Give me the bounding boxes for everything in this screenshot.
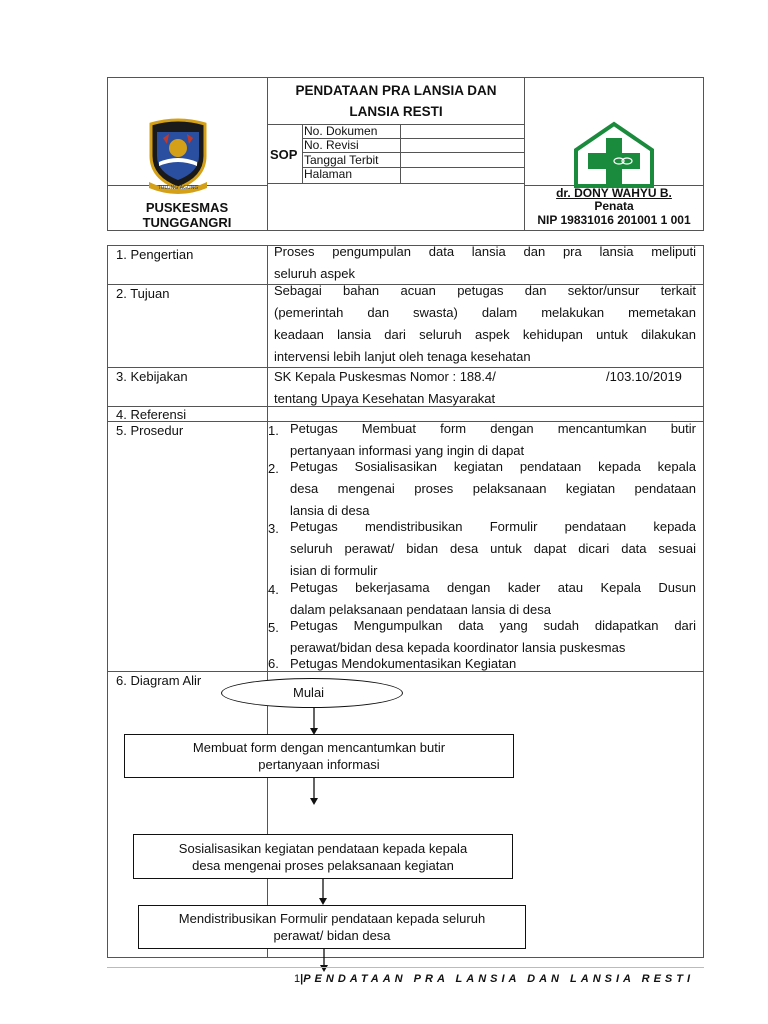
- step-line: seluruh perawat/ bidan desa untuk dapat dicari data sesuai: [290, 541, 696, 556]
- tujuan-text: [274, 280, 696, 368]
- step-number: 1.: [268, 423, 279, 438]
- field-tanggal-terbit: Tanggal Terbit: [304, 153, 379, 167]
- signer-rank: Penata: [594, 199, 634, 213]
- arrow-box1-to-box2: [300, 777, 330, 807]
- tujuan-line: keadaan lansia dari seluruh aspek kehidupan untuk dilakukan: [274, 327, 696, 342]
- document-title-line2: LANSIA RESTI: [349, 104, 443, 119]
- step-line: Petugas bekerjasama dengan kader atau Kepala Dusun: [290, 580, 696, 595]
- flow-box-sosialisasi: [133, 834, 513, 879]
- table-right-border: [703, 245, 704, 958]
- step-2-text: [290, 456, 696, 522]
- step-line: isian di formulir: [290, 563, 378, 578]
- step-line: Petugas Sosialisasikan kegiatan pendataan kepada kepala: [290, 459, 696, 474]
- signer-nip: NIP 19831016 201001 1 001: [537, 213, 691, 227]
- sop-bottom-border: [267, 183, 524, 184]
- table-left-border: [107, 245, 108, 958]
- header-divider-left: [267, 77, 268, 231]
- step-number: 3.: [268, 521, 279, 536]
- step-3-text: [290, 516, 696, 582]
- step-6-text: Petugas Mendokumentasikan Kegiatan: [290, 656, 517, 671]
- header-left-border: [107, 77, 108, 231]
- pengertian-text: [274, 241, 696, 285]
- label-prosedur: 5. Prosedur: [116, 423, 184, 438]
- arrow-start-to-box1: [300, 706, 330, 736]
- signer-name: dr. DONY WAHYU B.: [556, 186, 672, 200]
- sop-col-line-2: [400, 124, 401, 184]
- logo-ribbon-text: TULUNG AGUNG: [157, 185, 199, 191]
- step-line: Petugas Mengumpulkan data yang sudah didapatkan dari: [290, 618, 696, 633]
- tujuan-line: (pemerintah dan swasta) dalam melakukan memetakan: [274, 305, 696, 320]
- footer-rule: [107, 967, 704, 968]
- pengertian-line: Proses pengumpulan data lansia dan pra lansia meliputi: [274, 244, 696, 259]
- flow-box-distribusi-line1: Mendistribusikan Formulir pendataan kepada seluruh: [178, 911, 486, 926]
- flow-box-buat-form: [124, 734, 514, 778]
- row-border-kebijakan: [107, 406, 704, 407]
- step-number: 6.: [268, 656, 279, 671]
- org-name-line1: PUSKESMAS: [145, 200, 229, 215]
- step-line: perawat/bidan desa kepada koordinator lansia puskesmas: [290, 640, 626, 655]
- step-number: 2.: [268, 461, 279, 476]
- pengertian-line: seluruh aspek: [274, 266, 355, 281]
- header-top-border: [107, 77, 704, 78]
- label-pengertian: 1. Pengertian: [116, 247, 194, 262]
- step-line: pertanyaan informasi yang ingin di dapat: [290, 443, 525, 458]
- step-5-text: [290, 615, 696, 659]
- document-title-line1: PENDATAAN PRA LANSIA DAN: [295, 83, 497, 98]
- table-bottom-border: [107, 957, 704, 958]
- step-line: dalam pelaksanaan pendataan lansia di desa: [290, 602, 551, 617]
- puskesmas-logo: [572, 120, 656, 190]
- sop-label: SOP: [270, 147, 298, 162]
- org-name-line2: TUNGGANGRI: [142, 215, 232, 230]
- regency-crest-logo: [145, 118, 211, 194]
- label-diagram-alir: 6. Diagram Alir: [116, 673, 202, 688]
- tujuan-line: Sebagai bahan acuan petugas dan sektor/unsur terkait: [274, 283, 696, 298]
- tujuan-line: intervensi lebih lanjut oleh tenaga kesehatan: [274, 349, 531, 364]
- row-border-prosedur: [107, 671, 704, 672]
- flow-box-sosialisasi-line2: desa mengenai proses pelaksanaan kegiatan: [192, 857, 454, 873]
- step-line: Petugas mendistribusikan Formulir pendataan kepada: [290, 519, 696, 534]
- step-line: desa mengenai proses pelaksanaan kegiatan pendataan: [290, 481, 696, 496]
- sop-col-line-1: [302, 124, 303, 184]
- step-line: Petugas Membuat form dengan mencantumkan butir: [290, 421, 696, 436]
- flow-box-distribusi-line2: perawat/ bidan desa: [273, 928, 391, 943]
- flow-box-buat-form-line1: Membuat form dengan mencantumkan butir: [192, 740, 446, 755]
- arrow-box2-to-box3: [309, 878, 339, 908]
- footer-page-number: 1: [294, 973, 301, 985]
- flow-box-buat-form-line2: pertanyaan informasi: [258, 757, 380, 772]
- label-kebijakan: 3. Kebijakan: [116, 369, 188, 384]
- field-no-dokumen: No. Dokumen: [304, 124, 378, 138]
- footer-title: PENDATAAN PRA LANSIA DAN LANSIA RESTI: [303, 973, 695, 985]
- step-number: 5.: [268, 620, 279, 635]
- kebijakan-sk-subject: tentang Upaya Kesehatan Masyarakat: [274, 391, 496, 406]
- step-line: lansia di desa: [290, 503, 370, 518]
- label-referensi: 4. Referensi: [116, 407, 187, 422]
- kebijakan-sk-number: SK Kepala Puskesmas Nomor : 188.4/: [274, 369, 496, 384]
- page-footer: [294, 969, 694, 987]
- kebijakan-sk-year: /103.10/2019: [606, 369, 682, 384]
- start-terminator-label: Mulai: [293, 685, 325, 700]
- flow-box-distribusi: [138, 905, 526, 949]
- step-number: 4.: [268, 582, 279, 597]
- label-tujuan: 2. Tujuan: [116, 286, 170, 301]
- header-bottom-border: [107, 230, 704, 231]
- flow-box-sosialisasi-line1: Sosialisasikan kegiatan pendataan kepada kepala: [178, 840, 468, 856]
- footer-separator: |: [300, 973, 304, 985]
- field-no-revisi: No. Revisi: [304, 138, 359, 152]
- field-halaman: Halaman: [304, 167, 353, 181]
